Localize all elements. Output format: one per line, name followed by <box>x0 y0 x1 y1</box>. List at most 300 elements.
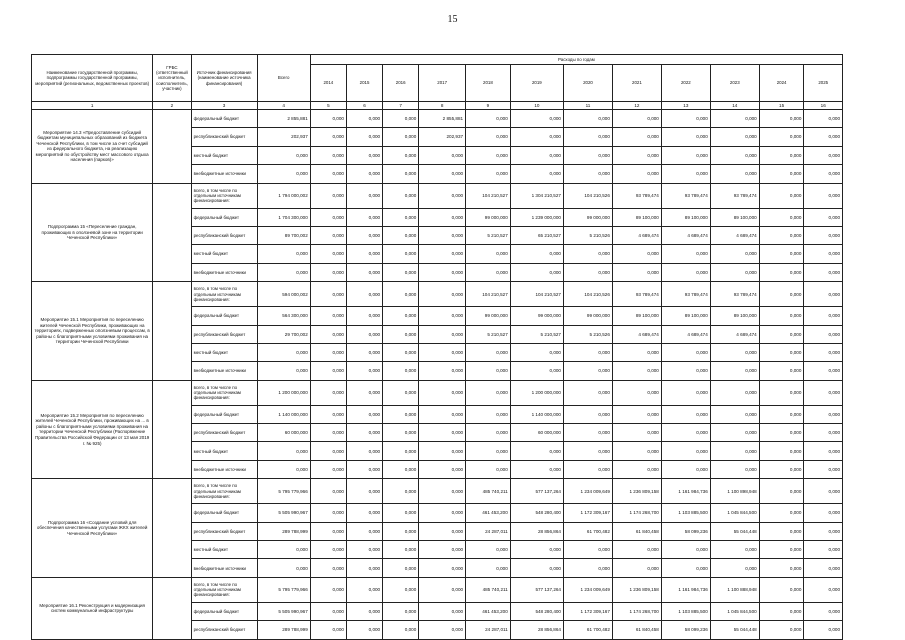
year-value-cell: 89 100,000 <box>661 307 710 325</box>
year-value-cell: 0,000 <box>612 245 661 263</box>
year-value-cell: 0,000 <box>710 245 759 263</box>
column-index-cell: 16 <box>804 102 843 110</box>
year-value-cell: 0,000 <box>759 559 804 577</box>
year-value-cell: 60 000,000 <box>510 424 563 442</box>
funding-source-cell: местный бюджет <box>191 442 257 460</box>
year-value-cell: 0,000 <box>310 442 346 460</box>
year-value-cell: 0,000 <box>383 226 419 244</box>
year-value-cell: 89 100,000 <box>612 208 661 226</box>
year-value-cell: 0,000 <box>419 226 466 244</box>
year-value-cell: 0,000 <box>346 380 382 405</box>
year-value-cell: 0,000 <box>346 263 382 281</box>
funding-source-cell: республиканский бюджет <box>191 522 257 540</box>
year-value-cell: 0,000 <box>346 307 382 325</box>
funding-source-cell: федеральный бюджет <box>191 307 257 325</box>
year-value-cell: 0,000 <box>310 183 346 208</box>
total-cell: 0,000 <box>257 362 310 380</box>
column-index-cell: 1 <box>32 102 153 110</box>
year-value-cell: 0,000 <box>383 245 419 263</box>
total-cell: 1 704 300,000 <box>257 208 310 226</box>
year-value-cell: 0,000 <box>612 380 661 405</box>
year-value-cell: 93 789,474 <box>612 282 661 307</box>
total-cell: 1 794 000,002 <box>257 183 310 208</box>
year-value-cell: 0,000 <box>563 442 612 460</box>
year-value-cell: 0,000 <box>759 165 804 183</box>
year-value-cell: 0,000 <box>612 405 661 423</box>
year-value-cell: 93 789,474 <box>661 183 710 208</box>
year-value-cell: 5 210,527 <box>510 325 563 343</box>
year-value-cell: 0,000 <box>466 165 511 183</box>
total-cell: 0,000 <box>257 165 310 183</box>
year-value-cell: 0,000 <box>804 146 843 164</box>
year-value-cell: 0,000 <box>346 110 382 128</box>
year-value-cell: 0,000 <box>419 245 466 263</box>
year-value-cell: 0,000 <box>466 380 511 405</box>
year-value-cell: 0,000 <box>383 146 419 164</box>
funding-source-cell: всего, в том числе по отдельным источникам финансирования: <box>191 479 257 504</box>
year-value-cell: 0,000 <box>510 245 563 263</box>
year-value-cell: 0,000 <box>310 522 346 540</box>
year-value-cell: 548 280,400 <box>510 602 563 620</box>
year-value-cell: 0,000 <box>346 208 382 226</box>
year-value-cell: 0,000 <box>383 282 419 307</box>
year-value-cell: 0,000 <box>804 128 843 146</box>
year-value-cell: 0,000 <box>466 343 511 361</box>
year-value-cell: 202,937 <box>419 128 466 146</box>
header-year-cell: 2018 <box>466 65 511 102</box>
year-value-cell: 0,000 <box>383 442 419 460</box>
year-value-cell: 0,000 <box>346 460 382 478</box>
year-value-cell: 0,000 <box>804 405 843 423</box>
column-index-cell: 13 <box>661 102 710 110</box>
year-value-cell: 0,000 <box>310 146 346 164</box>
year-value-cell: 1 236 809,158 <box>612 577 661 602</box>
year-value-cell: 0,000 <box>759 405 804 423</box>
year-value-cell: 0,000 <box>710 362 759 380</box>
year-value-cell: 0,000 <box>759 424 804 442</box>
year-value-cell: 0,000 <box>310 479 346 504</box>
year-value-cell: 0,000 <box>419 621 466 639</box>
year-value-cell: 104 210,527 <box>510 282 563 307</box>
year-value-cell: 0,000 <box>759 208 804 226</box>
year-value-cell: 0,000 <box>383 522 419 540</box>
year-value-cell: 0,000 <box>419 577 466 602</box>
measure-name-cell: Подпрограмма 16 «Создание условий для обеспечения качественными услугами ЖКХ жителей Чеченской Республики» <box>32 479 153 578</box>
year-value-cell: 0,000 <box>510 442 563 460</box>
year-value-cell: 577 137,264 <box>510 479 563 504</box>
year-value-cell: 0,000 <box>310 559 346 577</box>
year-value-cell: 28 856,864 <box>510 522 563 540</box>
measure-name-cell: Мероприятие 15.1 Мероприятия по переселению жителей Чеченской Республики, проживающих на территориях, подверженных оползневым процессам, в районы с благоприятными условиями проживания на территории Чеченской Республики <box>32 282 153 381</box>
column-index-cell: 8 <box>419 102 466 110</box>
header-year-cell: 2015 <box>346 65 382 102</box>
year-value-cell: 0,000 <box>310 602 346 620</box>
grbs-cell <box>153 479 191 578</box>
funding-source-cell: всего, в том числе по отдельным источникам финансирования: <box>191 183 257 208</box>
year-value-cell: 0,000 <box>759 226 804 244</box>
year-value-cell: 0,000 <box>419 263 466 281</box>
column-index-cell: 14 <box>710 102 759 110</box>
year-value-cell: 0,000 <box>804 183 843 208</box>
year-value-cell: 0,000 <box>383 307 419 325</box>
year-value-cell: 5 210,526 <box>563 325 612 343</box>
column-index-cell: 10 <box>510 102 563 110</box>
year-value-cell: 99 000,000 <box>466 208 511 226</box>
year-value-cell: 0,000 <box>804 263 843 281</box>
year-value-cell: 0,000 <box>419 183 466 208</box>
year-value-cell: 0,000 <box>383 424 419 442</box>
funding-source-cell: внебюджетные источники <box>191 362 257 380</box>
year-value-cell: 0,000 <box>466 362 511 380</box>
funding-source-cell: федеральный бюджет <box>191 110 257 128</box>
column-index-cell: 5 <box>310 102 346 110</box>
funding-source-cell: местный бюджет <box>191 343 257 361</box>
year-value-cell: 0,000 <box>510 110 563 128</box>
funding-source-cell: всего, в том числе по отдельным источникам финансирования: <box>191 282 257 307</box>
total-cell: 0,000 <box>257 460 310 478</box>
header-year-cell: 2019 <box>510 65 563 102</box>
funding-source-cell: республиканский бюджет <box>191 325 257 343</box>
grbs-cell <box>153 380 191 479</box>
year-value-cell: 1 103 885,500 <box>661 602 710 620</box>
year-value-cell: 0,000 <box>346 621 382 639</box>
total-cell: 1 200 000,000 <box>257 380 310 405</box>
year-value-cell: 58 099,236 <box>661 621 710 639</box>
year-value-cell: 0,000 <box>612 424 661 442</box>
year-value-cell: 0,000 <box>759 541 804 559</box>
year-value-cell: 0,000 <box>310 325 346 343</box>
year-value-cell: 0,000 <box>419 522 466 540</box>
year-value-cell: 0,000 <box>759 325 804 343</box>
year-value-cell: 0,000 <box>759 577 804 602</box>
year-value-cell: 1 100 888,948 <box>710 577 759 602</box>
year-value-cell: 0,000 <box>759 343 804 361</box>
year-value-cell: 0,000 <box>310 343 346 361</box>
year-value-cell: 0,000 <box>710 424 759 442</box>
year-value-cell: 0,000 <box>346 325 382 343</box>
year-value-cell: 0,000 <box>383 208 419 226</box>
year-value-cell: 0,000 <box>310 110 346 128</box>
year-value-cell: 0,000 <box>563 362 612 380</box>
year-value-cell: 93 789,474 <box>710 183 759 208</box>
year-value-cell: 1 234 009,649 <box>563 577 612 602</box>
year-value-cell: 0,000 <box>310 282 346 307</box>
year-value-cell: 0,000 <box>563 146 612 164</box>
total-cell: 29 700,002 <box>257 325 310 343</box>
year-value-cell: 0,000 <box>563 424 612 442</box>
total-cell: 60 000,000 <box>257 424 310 442</box>
year-value-cell: 0,000 <box>310 245 346 263</box>
year-value-cell: 0,000 <box>710 380 759 405</box>
year-value-cell: 0,000 <box>383 479 419 504</box>
year-value-cell: 485 740,211 <box>466 479 511 504</box>
year-value-cell: 548 280,400 <box>510 504 563 522</box>
year-value-cell: 0,000 <box>383 380 419 405</box>
year-value-cell: 5 210,527 <box>466 325 511 343</box>
funding-source-cell: федеральный бюджет <box>191 405 257 423</box>
year-value-cell: 1 140 000,000 <box>510 405 563 423</box>
year-value-cell: 0,000 <box>310 307 346 325</box>
year-value-cell: 0,000 <box>661 362 710 380</box>
year-value-cell: 0,000 <box>466 110 511 128</box>
year-value-cell: 0,000 <box>804 110 843 128</box>
year-value-cell: 0,000 <box>346 504 382 522</box>
funding-source-cell: федеральный бюджет <box>191 208 257 226</box>
year-value-cell: 0,000 <box>612 165 661 183</box>
funding-source-cell: внебюджетные источники <box>191 559 257 577</box>
year-value-cell: 0,000 <box>804 559 843 577</box>
year-value-cell: 4 689,474 <box>661 226 710 244</box>
measure-name-cell: Мероприятие 16.1 Реконструкция и модернизация систем коммунальной инфраструктуры <box>32 577 153 639</box>
year-value-cell: 0,000 <box>346 183 382 208</box>
total-cell: 5 795 779,966 <box>257 577 310 602</box>
header-year-cell: 2020 <box>563 65 612 102</box>
year-value-cell: 0,000 <box>383 621 419 639</box>
year-value-cell: 0,000 <box>759 460 804 478</box>
year-value-cell: 0,000 <box>383 110 419 128</box>
year-value-cell: 1 236 809,158 <box>612 479 661 504</box>
year-value-cell: 0,000 <box>466 405 511 423</box>
year-value-cell: 1 103 885,500 <box>661 504 710 522</box>
year-value-cell: 0,000 <box>310 128 346 146</box>
year-value-cell: 0,000 <box>759 522 804 540</box>
funding-source-cell: всего, в том числе по отдельным источникам финансирования: <box>191 380 257 405</box>
year-value-cell: 0,000 <box>804 165 843 183</box>
year-value-cell: 0,000 <box>310 424 346 442</box>
grbs-cell <box>153 282 191 381</box>
year-value-cell: 0,000 <box>759 282 804 307</box>
year-value-cell: 2 855,881 <box>419 110 466 128</box>
year-value-cell: 0,000 <box>346 128 382 146</box>
total-cell: 5 795 779,966 <box>257 479 310 504</box>
year-value-cell: 58 099,236 <box>661 522 710 540</box>
year-value-cell: 0,000 <box>466 128 511 146</box>
year-value-cell: 1 239 000,000 <box>510 208 563 226</box>
column-index-cell: 11 <box>563 102 612 110</box>
total-cell: 564 300,000 <box>257 307 310 325</box>
year-value-cell: 93 789,474 <box>661 282 710 307</box>
year-value-cell: 0,000 <box>510 460 563 478</box>
year-value-cell: 0,000 <box>563 541 612 559</box>
header-year-cell: 2024 <box>759 65 804 102</box>
funding-source-cell: внебюджетные источники <box>191 263 257 281</box>
year-value-cell: 1 304 210,527 <box>510 183 563 208</box>
year-value-cell: 0,000 <box>383 183 419 208</box>
year-value-cell: 89 100,000 <box>612 307 661 325</box>
year-value-cell: 0,000 <box>804 460 843 478</box>
measure-name-cell: Мероприятие 15.2 Мероприятия по переселению жителей Чеченской Республики, проживающих на ... в районы с благоприятными условиями проживания на территории Чеченской Республики (Распоряжение Правительства Российской Федерации от 13 мая 2019 г. № 925) <box>32 380 153 479</box>
year-value-cell: 0,000 <box>346 522 382 540</box>
year-value-cell: 0,000 <box>710 263 759 281</box>
year-value-cell: 0,000 <box>310 380 346 405</box>
year-value-cell: 0,000 <box>759 442 804 460</box>
year-value-cell: 1 100 898,948 <box>710 479 759 504</box>
year-value-cell: 0,000 <box>419 362 466 380</box>
year-value-cell: 0,000 <box>383 577 419 602</box>
funding-source-cell: республиканский бюджет <box>191 621 257 639</box>
measure-name-cell: Мероприятие 14.3 «Предоставление субсидий бюджетам муниципальных образований из бюджета Чеченской Республики, в том числе за счет субсидий из федерального бюджета, на реализацию мероприятий по обустройству мест массового отдыха населения (парков)» <box>32 110 153 184</box>
year-value-cell: 0,000 <box>419 424 466 442</box>
year-value-cell: 0,000 <box>510 559 563 577</box>
year-value-cell: 1 161 984,736 <box>661 479 710 504</box>
year-value-cell: 0,000 <box>612 442 661 460</box>
year-value-cell: 0,000 <box>346 343 382 361</box>
grbs-cell <box>153 110 191 184</box>
year-value-cell: 1 234 009,649 <box>563 479 612 504</box>
year-value-cell: 0,000 <box>383 460 419 478</box>
year-value-cell: 93 789,474 <box>612 183 661 208</box>
year-value-cell: 1 045 844,500 <box>710 504 759 522</box>
year-value-cell: 0,000 <box>510 165 563 183</box>
year-value-cell: 104 210,526 <box>563 183 612 208</box>
total-cell: 0,000 <box>257 541 310 559</box>
year-value-cell: 1 172 309,167 <box>563 504 612 522</box>
year-value-cell: 0,000 <box>661 559 710 577</box>
header-year-cell: 2021 <box>612 65 661 102</box>
year-value-cell: 0,000 <box>310 541 346 559</box>
year-value-cell: 1 161 984,736 <box>661 577 710 602</box>
year-value-cell: 0,000 <box>661 245 710 263</box>
funding-source-cell: местный бюджет <box>191 541 257 559</box>
funding-source-cell: республиканский бюджет <box>191 226 257 244</box>
year-value-cell: 0,000 <box>804 479 843 504</box>
year-value-cell: 0,000 <box>710 343 759 361</box>
funding-source-cell: республиканский бюджет <box>191 424 257 442</box>
year-value-cell: 0,000 <box>759 621 804 639</box>
year-value-cell: 99 000,000 <box>510 307 563 325</box>
total-cell: 0,000 <box>257 559 310 577</box>
year-value-cell: 99 000,000 <box>466 307 511 325</box>
year-value-cell: 0,000 <box>346 362 382 380</box>
year-value-cell: 0,000 <box>383 362 419 380</box>
year-value-cell: 0,000 <box>466 559 511 577</box>
year-value-cell: 0,000 <box>661 442 710 460</box>
year-value-cell: 0,000 <box>419 405 466 423</box>
column-index-cell: 9 <box>466 102 511 110</box>
year-value-cell: 0,000 <box>346 479 382 504</box>
year-value-cell: 0,000 <box>759 263 804 281</box>
year-value-cell: 55 044,448 <box>710 621 759 639</box>
year-value-cell: 0,000 <box>310 208 346 226</box>
year-value-cell: 61 840,458 <box>612 621 661 639</box>
year-value-cell: 0,000 <box>804 226 843 244</box>
year-value-cell: 0,000 <box>419 165 466 183</box>
year-value-cell: 0,000 <box>759 307 804 325</box>
year-value-cell: 0,000 <box>510 128 563 146</box>
year-value-cell: 0,000 <box>759 110 804 128</box>
year-value-cell: 4 689,474 <box>612 226 661 244</box>
year-value-cell: 0,000 <box>661 380 710 405</box>
year-value-cell: 55 044,448 <box>710 522 759 540</box>
year-value-cell: 0,000 <box>661 541 710 559</box>
year-value-cell: 0,000 <box>759 128 804 146</box>
year-value-cell: 0,000 <box>759 183 804 208</box>
year-value-cell: 0,000 <box>710 146 759 164</box>
year-value-cell: 24 287,011 <box>466 522 511 540</box>
page-number: 15 <box>447 14 458 25</box>
year-value-cell: 0,000 <box>612 362 661 380</box>
year-value-cell: 0,000 <box>612 146 661 164</box>
year-value-cell: 0,000 <box>466 146 511 164</box>
year-value-cell: 0,000 <box>612 460 661 478</box>
table-header <box>32 55 843 110</box>
year-value-cell: 0,000 <box>710 541 759 559</box>
funding-source-cell: местный бюджет <box>191 245 257 263</box>
year-value-cell: 0,000 <box>419 559 466 577</box>
funding-source-cell: всего, в том числе по отдельным источникам финансирования: <box>191 577 257 602</box>
budget-table <box>31 54 843 640</box>
year-value-cell: 0,000 <box>346 602 382 620</box>
year-value-cell: 0,000 <box>612 343 661 361</box>
year-value-cell: 0,000 <box>804 380 843 405</box>
table-row <box>32 110 843 128</box>
year-value-cell: 0,000 <box>419 460 466 478</box>
year-value-cell: 0,000 <box>563 405 612 423</box>
year-value-cell: 4 689,474 <box>661 325 710 343</box>
year-value-cell: 0,000 <box>804 541 843 559</box>
total-cell: 2 855,881 <box>257 110 310 128</box>
year-value-cell: 93 789,474 <box>710 282 759 307</box>
year-value-cell: 0,000 <box>383 559 419 577</box>
header-year-cell: 2014 <box>310 65 346 102</box>
year-value-cell: 0,000 <box>759 245 804 263</box>
year-value-cell: 485 740,211 <box>466 577 511 602</box>
header-year-cell: 2023 <box>710 65 759 102</box>
year-value-cell: 0,000 <box>710 165 759 183</box>
year-value-cell: 0,000 <box>804 245 843 263</box>
year-value-cell: 0,000 <box>804 424 843 442</box>
year-value-cell: 0,000 <box>346 245 382 263</box>
year-value-cell: 0,000 <box>419 282 466 307</box>
year-value-cell: 0,000 <box>563 128 612 146</box>
year-value-cell: 0,000 <box>612 110 661 128</box>
year-value-cell: 0,000 <box>563 165 612 183</box>
year-value-cell: 0,000 <box>759 362 804 380</box>
year-value-cell: 0,000 <box>510 263 563 281</box>
year-value-cell: 0,000 <box>759 380 804 405</box>
year-value-cell: 1 200 000,000 <box>510 380 563 405</box>
funding-source-cell: федеральный бюджет <box>191 602 257 620</box>
year-value-cell: 104 210,527 <box>466 183 511 208</box>
year-value-cell: 0,000 <box>759 504 804 522</box>
year-value-cell: 89 100,000 <box>710 307 759 325</box>
year-value-cell: 0,000 <box>563 380 612 405</box>
total-cell: 0,000 <box>257 263 310 281</box>
total-cell: 202,937 <box>257 128 310 146</box>
year-value-cell: 0,000 <box>310 577 346 602</box>
year-value-cell: 0,000 <box>466 541 511 559</box>
year-value-cell: 0,000 <box>804 522 843 540</box>
column-index-cell: 12 <box>612 102 661 110</box>
year-value-cell: 0,000 <box>346 405 382 423</box>
year-value-cell: 5 210,527 <box>466 226 511 244</box>
year-value-cell: 0,000 <box>563 110 612 128</box>
column-index-cell: 6 <box>346 102 382 110</box>
year-value-cell: 0,000 <box>804 307 843 325</box>
header-grbs-column: ГРБС (ответственный исполнитель, соисполнитель, участник) <box>153 55 191 102</box>
funding-source-cell: местный бюджет <box>191 146 257 164</box>
year-value-cell: 0,000 <box>383 165 419 183</box>
year-value-cell: 0,000 <box>346 226 382 244</box>
year-value-cell: 4 689,474 <box>612 325 661 343</box>
year-value-cell: 0,000 <box>804 325 843 343</box>
year-value-cell: 0,000 <box>383 263 419 281</box>
year-value-cell: 1 174 268,700 <box>612 504 661 522</box>
year-value-cell: 1 045 844,500 <box>710 602 759 620</box>
header-expenses-by-year: Расходы по годам <box>310 55 842 65</box>
year-value-cell: 0,000 <box>466 460 511 478</box>
table-row <box>32 479 843 504</box>
